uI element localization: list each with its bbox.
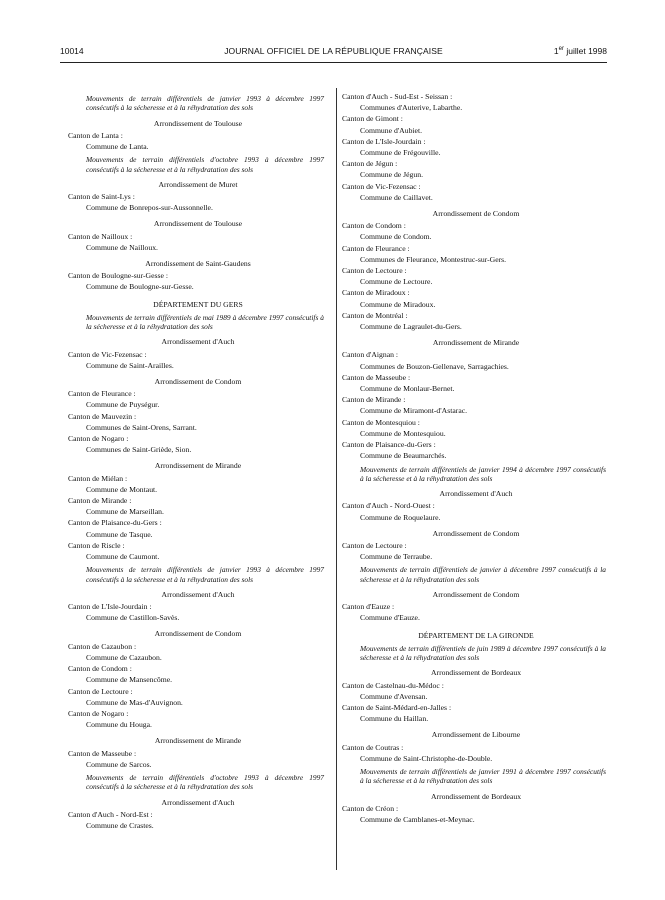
canton-line: Canton de Fleurance : [68, 389, 136, 399]
arrondissement-heading: Arrondissement de Condom [154, 629, 242, 639]
canton-line: Canton d'Auch - Nord-Ouest : [342, 501, 435, 511]
commune-line: Commune du Houga. [86, 720, 152, 730]
movement-heading: Mouvements de terrain différentiels d'octobre 1993 à décembre 1997 consécutifs à la sécheresse et à la réhydratation des sols [86, 772, 324, 792]
commune-line: Communes de Saint-Orens, Sarrant. [86, 422, 197, 432]
commune-line: Communes d'Auterive, Labarthe. [360, 103, 463, 113]
left-column [68, 91, 328, 831]
arrondissement-heading: Arrondissement de Saint-Gaudens [145, 259, 251, 269]
canton-line: Canton de Montesquiou : [342, 417, 420, 427]
arrondissement-heading: Arrondissement de Toulouse [153, 219, 243, 229]
arrondissement-heading: Arrondissement d'Auch [161, 337, 235, 347]
right-column [342, 91, 610, 825]
canton-line: Canton d'Aignan : [342, 350, 399, 360]
canton-line: Canton d'Auch - Sud-Est - Seissan : [342, 92, 453, 101]
commune-line: Commune du Haillan. [360, 714, 429, 724]
canton-line: Canton de Vic-Fezensac : [68, 349, 147, 359]
commune-line: Communes de Fleurance, Montestruc-sur-Gers. [360, 254, 507, 264]
commune-line: Commune de Condom. [360, 232, 432, 242]
canton-line: Canton de Castelnau-du-Médoc : [342, 680, 444, 690]
arrondissement-heading: Arrondissement d'Auch [439, 489, 513, 499]
canton-line: Canton de Saint-Lys : [68, 192, 135, 201]
movement-heading: Mouvements de terrain différentiels de janvier 1993 à décembre 1997 consécutifs à la sécheresse et à la réhydratation des sols [86, 94, 324, 113]
movement-heading: Mouvements de terrain différentiels de janvier 1994 à décembre 1997 consécutifs à la sécheresse et à la réhydratation des sols [360, 464, 606, 483]
canton-line: Canton de Plaisance-du-Gers : [68, 518, 162, 528]
canton-line: Canton de Cazaubon : [68, 641, 137, 651]
commune-line: Commune d'Eauze. [360, 613, 420, 623]
commune-line: Commune de Camblanes-et-Meynac. [360, 814, 475, 824]
canton-line: Canton de Créon : [342, 803, 399, 813]
commune-line: Commune de Marseillan. [86, 507, 164, 517]
commune-line: Commune de Terraube. [360, 552, 433, 562]
page-number: 10014 [60, 46, 84, 56]
commune-line: Commune de Frégouville. [360, 148, 441, 158]
canton-line: Canton de Jégun : [342, 159, 398, 169]
canton-line: Canton de Lectoure : [68, 686, 133, 696]
movement-heading: Mouvements de terrain différentiels de janvier 1993 à décembre 1997 consécutifs à la sécheresse et à la réhydratation des sols [86, 565, 324, 584]
commune-line: Commune d'Avensan. [360, 691, 428, 701]
movement-heading: Mouvements de terrain différentiels de janvier à décembre 1997 consécutifs à la sécheresse et à la réhydratation des sols [360, 565, 606, 584]
commune-line: Commune de Mas-d'Auvignon. [86, 697, 183, 707]
commune-line: Commune de Bonrepos-sur-Aussonnelle. [86, 203, 213, 213]
commune-line: Commune de Castillon-Savès. [86, 613, 180, 623]
commune-line: Commune de Sarcos. [86, 759, 152, 769]
arrondissement-heading: Arrondissement de Condom [154, 377, 242, 387]
canton-line: Canton d'Auch - Nord-Est : [68, 809, 153, 819]
arrondissement-heading: Arrondissement de Condom [432, 589, 520, 599]
commune-line: Commune de Miradoux. [360, 299, 436, 309]
canton-line: Canton de Gimont : [342, 114, 403, 124]
canton-line: Canton de Lectoure : [342, 540, 407, 550]
arrondissement-heading: Arrondissement de Muret [158, 179, 238, 189]
movement-heading: Mouvements de terrain différentiels d'octobre 1993 à décembre 1997 consécutifs à la sécheresse et à la réhydratation des sols [86, 155, 324, 174]
commune-line: Commune de Roquelaure. [360, 512, 441, 522]
commune-line: Commune de Monlaur-Bernet. [360, 384, 455, 394]
commune-line: Commune de Saint-Christophe-de-Double. [360, 753, 493, 763]
canton-line: Canton de Condom : [342, 221, 406, 231]
arrondissement-heading: Arrondissement de Toulouse [153, 118, 243, 128]
issue-date: 1er juillet 1998 [553, 46, 607, 56]
canton-line: Canton de Nogaro : [68, 434, 129, 444]
commune-line: Commune de Lagraulet-du-Gers. [360, 322, 462, 332]
canton-line: Canton de Mirande : [342, 395, 406, 405]
page-header [60, 46, 607, 63]
canton-line: Canton de Miélan : [68, 473, 128, 483]
canton-line: Canton de Coutras : [342, 742, 404, 752]
canton-line: Canton de Fleurance : [342, 243, 410, 253]
canton-line: Canton de Masseube : [342, 372, 411, 382]
column-divider [336, 88, 337, 870]
arrondissement-heading: Arrondissement de Mirande [154, 461, 242, 471]
canton-line: Canton de Miradoux : [342, 288, 410, 298]
department-heading: DÉPARTEMENT DE LA GIRONDE [418, 630, 534, 640]
commune-line: Commune de Crastes. [86, 820, 154, 830]
journal-title: JOURNAL OFFICIEL DE LA RÉPUBLIQUE FRANÇAISE [224, 46, 443, 56]
arrondissement-heading: Arrondissement de Mirande [432, 338, 520, 348]
arrondissement-heading: Arrondissement de Condom [432, 528, 520, 538]
arrondissement-heading: Arrondissement de Libourne [431, 730, 521, 740]
arrondissement-heading: Arrondissement de Bordeaux [430, 791, 522, 801]
commune-line: Commune de Boulogne-sur-Gesse. [86, 282, 194, 292]
canton-line: Canton de Condom : [68, 664, 132, 674]
canton-line: Canton de Mauvezin : [68, 411, 137, 421]
canton-line: Canton d'Eauze : [342, 602, 395, 612]
canton-line: Canton de Mirande : [68, 496, 132, 506]
canton-line: Canton de Plaisance-du-Gers : [342, 440, 436, 450]
movement-heading: Mouvements de terrain différentiels de juin 1989 à décembre 1997 consécutifs à la sécheresse et à la réhydratation des sols [360, 643, 606, 663]
canton-line: Canton de Masseube : [68, 748, 137, 758]
arrondissement-heading: Arrondissement d'Auch [161, 589, 235, 599]
commune-line: Commune de Caumont. [86, 552, 160, 562]
movement-heading: Mouvements de terrain différentiels de janvier 1991 à décembre 1997 consécutifs à la sécheresse et à la réhydratation des sols [360, 766, 606, 786]
commune-line: Commune de Jégun. [360, 170, 423, 180]
commune-line: Commune de Puységur. [86, 400, 160, 410]
canton-line: Canton de Riscle : [68, 540, 125, 550]
department-heading: DÉPARTEMENT DU GERS [153, 299, 243, 309]
commune-line: Commune de Caillavet. [360, 192, 433, 202]
commune-line: Commune de Tasque. [86, 529, 153, 539]
arrondissement-heading: Arrondissement d'Auch [161, 797, 235, 807]
canton-line: Canton de L'Isle-Jourdain : [68, 602, 152, 612]
canton-line: Canton de L'Isle-Jourdain : [342, 136, 426, 146]
commune-line: Commune de Montaut. [86, 484, 158, 494]
commune-line: Communes de Bouzon-Gellenave, Sarragachies. [360, 361, 509, 371]
arrondissement-heading: Arrondissement de Bordeaux [430, 668, 522, 678]
commune-line: Commune de Saint-Arailles. [86, 360, 174, 370]
commune-line: Commune de Cazaubon. [86, 652, 162, 662]
canton-line: Canton de Vic-Fezensac : [342, 181, 421, 191]
canton-line: Canton de Lanta : [68, 130, 123, 140]
canton-line: Canton de Saint-Médard-en-Jalles : [342, 702, 452, 712]
canton-line: Canton de Boulogne-sur-Gesse : [68, 271, 168, 281]
canton-line: Canton de Montréal : [342, 310, 408, 320]
commune-line: Commune de Miramont-d'Astarac. [360, 406, 468, 416]
commune-line: Commune de Nailloux. [86, 242, 158, 252]
canton-line: Canton de Lectoure : [342, 266, 407, 276]
commune-line: Commune de Montesquiou. [360, 428, 446, 438]
movement-heading: Mouvements de terrain différentiels de mai 1989 à décembre 1997 consécutifs à la sécheresse et à la réhydratation des sols [86, 312, 324, 332]
canton-line: Canton de Nogaro : [68, 708, 129, 718]
arrondissement-heading: Arrondissement de Condom [432, 209, 520, 219]
commune-line: Commune de Beaumarchés. [360, 451, 447, 461]
arrondissement-heading: Arrondissement de Mirande [154, 736, 242, 746]
commune-line: Commune de Mansencôme. [86, 675, 173, 685]
commune-line: Communes de Saint-Griède, Sion. [86, 445, 192, 455]
commune-line: Commune de Lanta. [86, 142, 149, 151]
commune-line: Commune d'Aubiet. [360, 125, 423, 135]
commune-line: Commune de Lectoure. [360, 277, 433, 287]
canton-line: Canton de Nailloux : [68, 231, 133, 241]
